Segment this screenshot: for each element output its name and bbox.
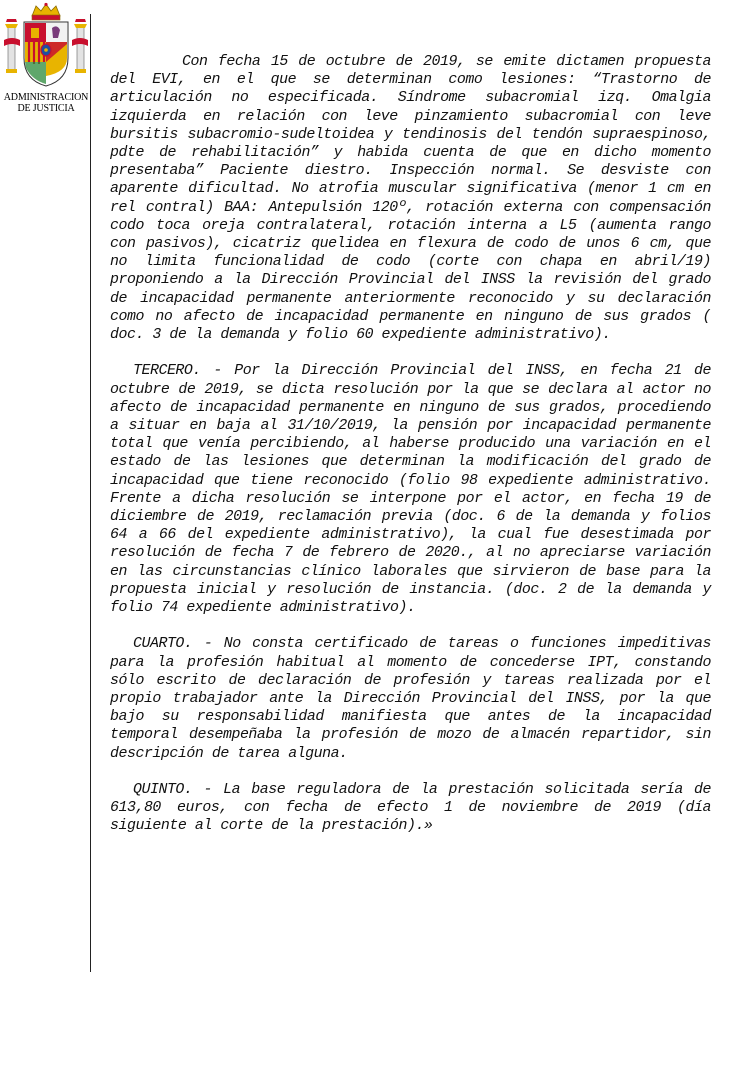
paragraph-cuarto: CUARTO. - No consta certificado de tareas o funciones impeditivas para la profesión habitual al momento de concederse IPT, constando sólo escrito de declaración de profesión y tareas realizada por el propio trabajador ante la Dirección Provincial del INSS, por la que bajo su responsabilidad manifiesta que antes de la incapacidad temporal desempeñaba la profesión de mozo de almacén repartidor, sin descripción de tarea alguna. xyxy=(110,636,711,762)
organization-name xyxy=(0,92,92,114)
organization-name-line-1: ADMINISTRACION xyxy=(3,92,89,103)
paragraph-quinto: QUINTO. - La base reguladora de la prestación solicitada sería de 613,80 euros, con fecha de efecto 1 de noviembre de 2019 (día siguiente al corte de la prestación).» xyxy=(110,782,711,835)
margin-rule xyxy=(90,14,91,972)
paragraph-tercero: TERCERO. - Por la Dirección Provincial del INSS, en fecha 21 de octubre de 2019, se dicta resolución por la que se declara al actor no afecto de incapacidad permanente en ninguno de sus grados, procediendo a situar en baja al 31/10/2019, la pensión por incapacidad permanente total que venía percibiendo, al haberse producido una variación en el estado de las lesiones que determinan la modificación del grado de incapacidad que tiene reconocido (folio 98 expediente administrativo. Frente a dicha resolución se interpone por el actor, en fecha 19 de diciembre de 2019, reclamación previa (doc. 6 de la demanda y folios 64 a 66 del expediente administrativo), la cual fue desestimada por resolución de fecha 7 de febrero de 2020., al no apreciarse variación en las circunstancias clínico laborales que sirvieron de base para la propuesta inicial y resolución de instancia. (doc. 2 de la demanda y folio 74 expediente administrativo). xyxy=(110,363,711,617)
document-body xyxy=(110,53,711,854)
paragraph-dictamen: Con fecha 15 de octubre de 2019, se emite dictamen propuesta del EVI, en el que se determinan como lesiones: “Trastorno de articulación no especificada. Síndrome subacromial izq. Omalgia izquierda en relación con leve pinzamiento subacromial con leve bursitis subacromio-sudeltoidea y tendinosis del tendón supraespinoso, pdte de rehabilitación” y habida cuenta de que en dicho momento presentaba” Paciente diestro. Inspección normal. Se desviste con aparente dificultad. No atrofia muscular significativa (menor 1 cm en rel contral) BAA: Antepulsión 120º, rotación externa con compensación codo toca oreja contralateral, rotación interna a L5 (aumenta rango con pasivos), cicatriz quelidea en flexura de codo de unos 6 cm, que no limita funcionalidad de codo (corte con chapa en abril/19) proponiendo a la Dirección Provincial del INSS la revisión del grado de incapacidad permanente anteriormente reconocido y su declaración como no afecto de incapacidad permanente en ninguno de sus grados ( doc. 3 de la demanda y folio 60 expediente administrativo). xyxy=(110,54,711,344)
organization-name-line-2: DE JUSTICIA xyxy=(17,103,75,114)
letterhead xyxy=(0,0,92,120)
coat-of-arms-icon xyxy=(2,2,90,88)
